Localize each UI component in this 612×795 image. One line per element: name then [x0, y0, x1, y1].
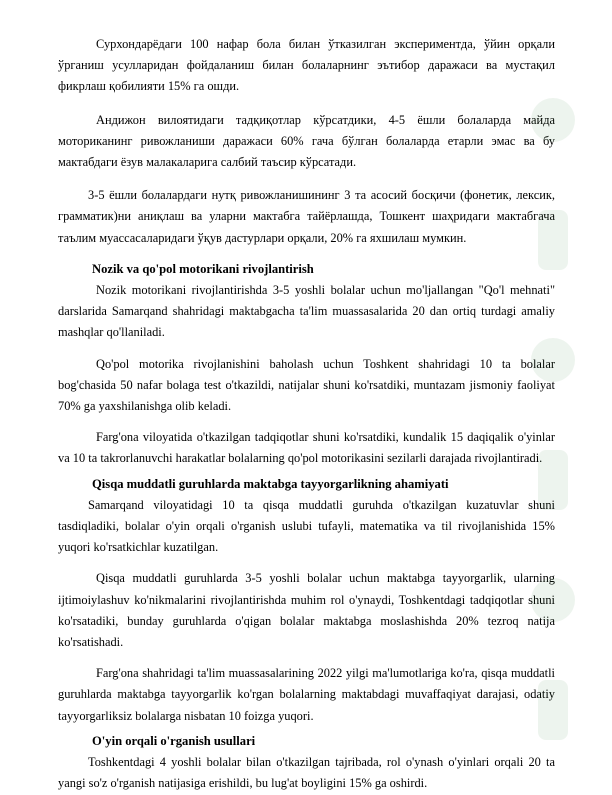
- section-heading-short-term-groups: Qisqa muddatli guruhlarda maktabga tayyorgarlikning ahamiyati: [92, 476, 449, 491]
- paragraph-tashkent-roleplay: Toshkentdagi 4 yoshli bolalar bilan o'tkazilgan tajribada, rol o'ynash o'yinlari orqali 20 ta yangi so'z o'rganish natijasiga erishildi, bu lug'at boyligini 15% ga oshirdi.: [58, 755, 555, 791]
- paragraph-socialization: Qisqa muddatli guruhlarda 3-5 yoshli bolalar uchun maktabga tayyorgarlik, ularning ijtimoiylashuv ko'nikmalarini rivojlantirishda muhim rol o'ynaydi, Toshkentdagi tadqiqotlar shuni ko'rsatadiki, bunday guruhlarda o'qigan bolalar maktabga moslashishda 20% tezroq natija ko'rsatishadi.: [58, 571, 555, 650]
- paragraph-fergana-2022: Farg'ona shahridagi ta'lim muassasalarining 2022 yilgi ma'lumotlariga ko'ra, qisqa muddatli guruhlarda maktabga tayyorgarlik ko'rgan bolalarning maktabdagi muvaffaqiyat darajasi, odatiy tayyorgarliksiz bolalarga nisbatan 10 foizga yuqori.: [58, 666, 555, 723]
- paragraph-fergana-study: Farg'ona viloyatida o'tkazilgan tadqiqotlar shuni ko'rsatdiki, kundalik 15 daqiqalik o'yinlar va 10 ta takrorlanuvchi harakatlar bolalarning qo'pol motorikasini sezilarli darajada rivojlantiradi.: [58, 430, 555, 466]
- paragraph-fine-motor: Nozik motorikani rivojlantirishda 3-5 yoshli bolalar uchun mo'ljallangan "Qo'l mehnati" darslarida Samarqand shahridagi maktabgacha ta'lim muassasalarida 20 dan ortiq turdagi amaliy mashqlar qo'llaniladi.: [58, 283, 555, 340]
- section-heading-play-learning: O'yin orqali o'rganish usullari: [92, 733, 256, 748]
- paragraph-andijan: Андижон вилоятидаги тадқиқотлар кўрсатдики, 4-5 ёшли болаларда майда моториканинг ривожланиши даражаси 60% гача бўлган болаларда етарли эмас ва бу мактабдаги ёзув малакаларига салбий таъсир кўрсатади.: [58, 112, 555, 170]
- paragraph-samarkand-groups: Samarqand viloyatidagi 10 ta qisqa muddatli guruhda o'tkazilgan kuzatuvlar shuni tasdiqladiki, bolalar o'yin orqali o'rganish uslubi tufayli, matematika va til rivojlanishida 15% yuqori ko'rsatkichlar kuzatilgan.: [58, 497, 555, 555]
- document-page: [58, 34, 555, 795]
- paragraph-surkhandarya: Сурхондарёдаги 100 нафар бола билан ўтказилган экспериментда, ўйин орқали ўрганиш усулларидан фойдаланиш билан болаларнинг эътибор даражаси ва мустақил фикрлаш қобилияти 15% га ошди.: [58, 37, 555, 94]
- section-heading-motor-skills: Nozik va qo'pol motorikani rivojlantirish: [92, 261, 314, 276]
- paragraph-speech-stages: 3-5 ёшли болалардаги нутқ ривожланишининг 3 та асосий босқичи (фонетик, лексик, грамматик)ни аниқлаш ва уларни мактабга тайёрлашда, Тошкент шаҳридаги мактабгача таълим муассасаларидаги ўқув дастурлари орқали, 20% га яхшилаш мумкин.: [58, 188, 555, 245]
- paragraph-gross-motor: Qo'pol motorika rivojlanishini baholash uchun Toshkent shahridagi 10 ta bolalar bog'chasida 50 nafar bolaga test o'tkazildi, natijalar shuni ko'rsatdiki, muntazam jismoniy faoliyat 70% ga yaxshilanishga olib keladi.: [58, 356, 555, 414]
